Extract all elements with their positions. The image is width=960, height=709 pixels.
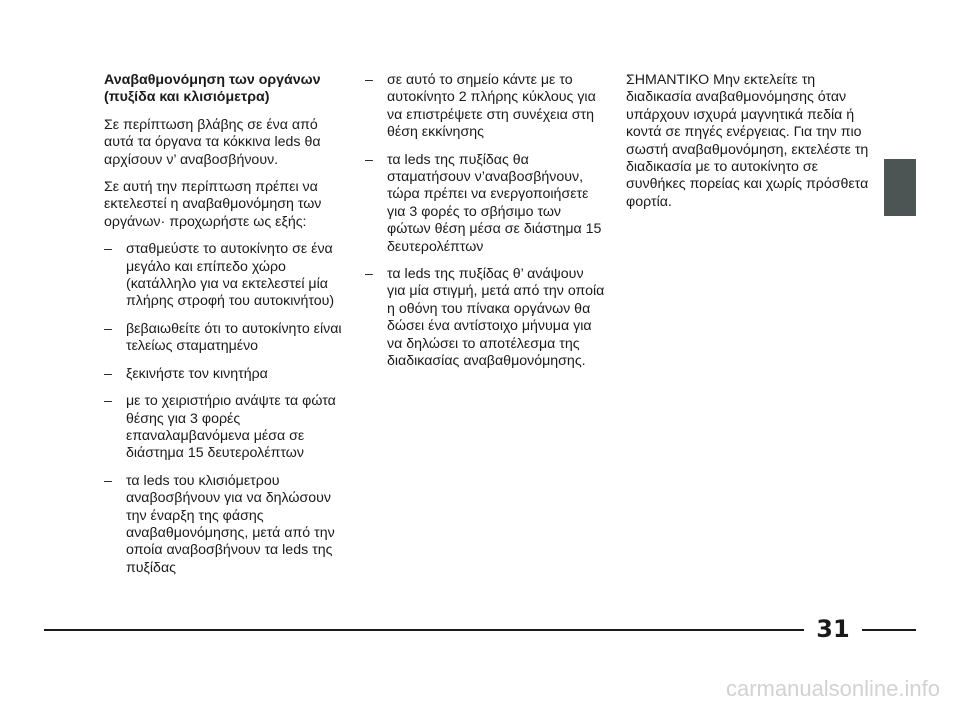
dash-bullet: –	[104, 241, 112, 258]
page-number: 31	[816, 615, 850, 643]
list-item	[104, 366, 344, 383]
dash-bullet: –	[104, 320, 112, 337]
column-middle	[365, 72, 605, 381]
watermark: carmanualsonline.info	[725, 676, 940, 701]
list-item-text: σε αυτό το σημείο κάντε με το αυτοκίνητο 2 πλήρης κύκλους για να επιστρέψετε στη συνέχεια στη θέση εκκίνησης	[387, 72, 596, 141]
list-item	[104, 321, 344, 356]
list-item-text: βεβαιωθείτε ότι το αυτοκίνητο είναι τελείως σταματημένο	[126, 320, 342, 355]
list-item	[365, 266, 605, 370]
column-left	[104, 72, 344, 587]
footer-rule-left	[44, 629, 804, 631]
footer-rule-right	[862, 629, 916, 631]
paragraph-fault: Σε περίπτωση βλάβης σε ένα από αυτά τα όργανα τα κόκκινα leds θα αρχίσουν ν’ αναβοσβήνουν.	[104, 116, 321, 168]
list-item-text: ξεκινήστε τον κινητήρα	[126, 365, 268, 382]
section-heading-line-2: (πυξίδα και κλισιόμετρα)	[104, 89, 270, 106]
dash-bullet: –	[365, 72, 373, 88]
dash-bullet: –	[365, 266, 373, 283]
section-tab-marker	[884, 159, 916, 216]
list-item-text: με το χειριστήριο ανάψτε τα φώτα θέσης για 3 φορές επαναλαμβανόμενα μέσα σε διάστημα 15 δευτερολέπτων	[126, 393, 336, 462]
list-item-text: τα leds της πυξίδας θα σταματήσουν ν’αναβοσβήνουν, τώρα πρέπει να ενεργοποιήσετε για 3 φορές το σβήσιμο των φώτων θέση μέσα σε διάστημα 15 δευτερολέπτων	[387, 151, 602, 255]
section-heading	[104, 72, 344, 107]
list-item	[104, 473, 344, 577]
list-item	[365, 72, 605, 142]
dash-bullet: –	[365, 151, 373, 168]
dash-bullet: –	[104, 393, 112, 410]
list-item-text: τα leds της πυξίδας θ’ ανάψουν για μία στιγμή, μετά από την οποία η οθόνη του πίνακα οργάνων θα δώσει ένα αντίστοιχο μήνυμα για να δηλώσει το αποτέλεσμα της διαδικασίας αναβαθμονόμησης.	[387, 266, 605, 370]
dash-bullet: –	[104, 365, 112, 382]
list-item	[104, 241, 344, 311]
dash-bullet: –	[104, 472, 112, 489]
paragraph-procedure-intro: Σε αυτή την περίπτωση πρέπει να εκτελεστεί η αναβαθμονόμηση των οργάνων· προχωρήστε ως εξής:	[104, 179, 322, 230]
list-item-text: τα leds του κλισιόμετρου αναβοσβήνουν για να δηλώσουν την έναρξη της φάσης αναβαθμονόμησης, μετά από την οποία αναβοσβήνουν τα leds της πυξίδας	[126, 472, 335, 576]
list-item	[104, 393, 344, 463]
list-item-text: σταθμεύστε το αυτοκίνητο σε ένα μεγάλο και επίπεδο χώρο (κατάλληλο για να εκτελεστεί μία πλήρης στροφή του αυτοκινήτου)	[126, 241, 335, 310]
column-right	[626, 72, 874, 221]
list-item	[365, 152, 605, 256]
section-heading-line-1: Αναβαθμονόμηση των οργάνων	[104, 72, 321, 88]
important-note: ΣΗΜΑΝΤΙΚΟ Μην εκτελείτε τη διαδικασία αναβαθμονόμησης όταν υπάρχουν ισχυρά μαγνητικά πεδία ή κοντά σε πηγές ενέργειας. Για την πιο σωστή αναβαθμονόμηση, εκτελέστε τη διαδικασία με το αυτοκίνητο σε συνθήκες πορείας και χωρίς πρόσθετα φορτία.	[626, 72, 869, 210]
